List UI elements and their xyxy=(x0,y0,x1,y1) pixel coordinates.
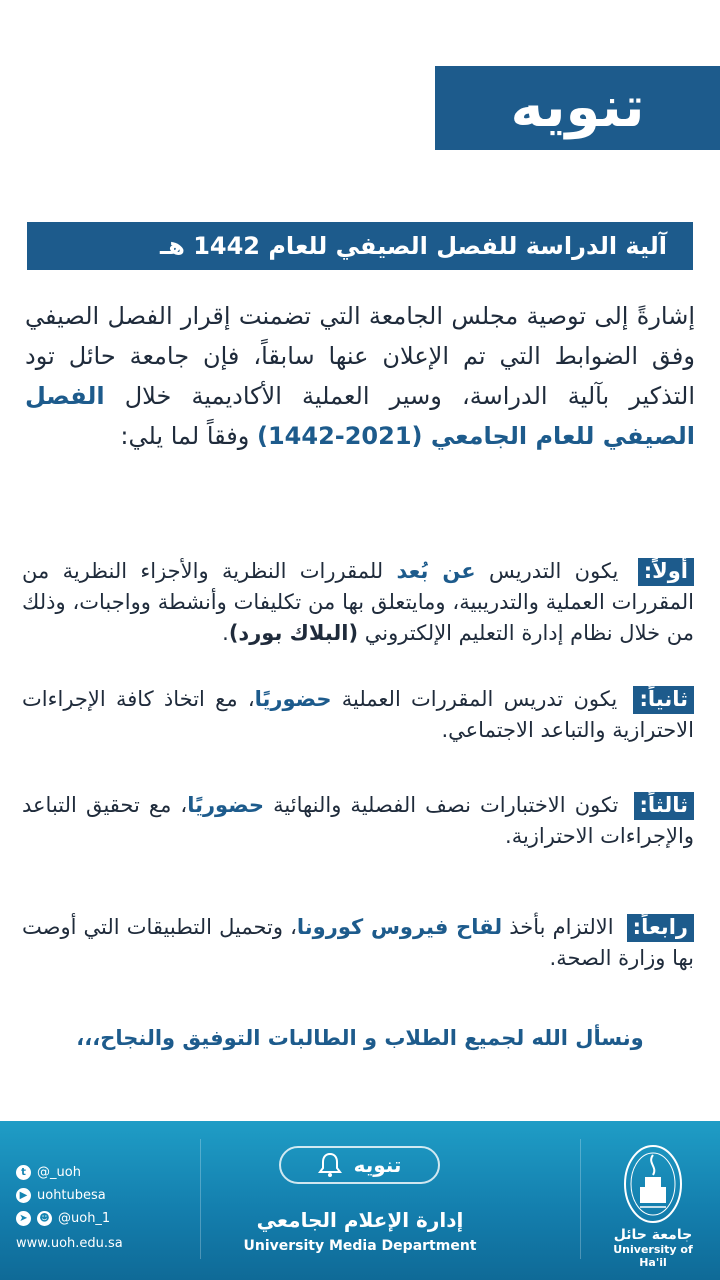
point-first xyxy=(22,556,694,649)
telegram-snapchat-link[interactable] xyxy=(16,1207,166,1230)
twitter-icon: t xyxy=(16,1165,31,1180)
bell-icon xyxy=(318,1152,342,1178)
subtitle-banner: آلية الدراسة للفصل الصيفي للعام 1442 هـ xyxy=(27,222,693,270)
youtube-icon: ▶ xyxy=(16,1188,31,1203)
intro-paragraph xyxy=(25,296,695,456)
point-text: تكون الاختبارات نصف الفصلية والنهائية xyxy=(264,793,628,817)
closing-text: ونسأل الله لجميع الطلاب و الطالبات التوفيق والنجاح،،، xyxy=(76,1026,644,1050)
university-seal-icon xyxy=(622,1143,684,1225)
twitter-handle: @_uoh xyxy=(37,1165,81,1180)
point-text: يكون التدريس xyxy=(475,559,632,583)
logo-name-ar: جامعة حائل xyxy=(613,1227,693,1243)
department-name-ar: إدارة الإعلام الجامعي xyxy=(256,1208,464,1232)
point-end: . xyxy=(222,621,229,645)
logo-name-en: University of Ha'il xyxy=(613,1243,693,1269)
youtube-link[interactable] xyxy=(16,1184,166,1207)
point-third xyxy=(22,790,694,852)
point-label: رابعاً: xyxy=(627,914,694,942)
footer-divider xyxy=(200,1139,201,1259)
point-second xyxy=(22,684,694,746)
point-highlight: حضوريًا xyxy=(254,687,332,711)
point-highlight: لقاح فيروس كورونا xyxy=(296,915,503,939)
point-highlight: حضوريًا xyxy=(187,793,265,817)
point-text: الالتزام بأخذ xyxy=(502,915,621,939)
university-logo xyxy=(598,1143,708,1275)
point-text: للمقررات النظرية والأجزاء النظرية من المقررات العملية والتدريبية، ومايتعلق بها من تكليفات وأنشطة وواجبات، وذلك من خلال نظام إدارة التعليم الإلكتروني xyxy=(22,559,694,645)
intro-text-after: وفقاً لما يلي: xyxy=(120,422,257,450)
point-fourth xyxy=(22,912,694,974)
point-label: ثالثاً: xyxy=(634,792,695,820)
point-bold: (البلاك بورد) xyxy=(228,621,359,645)
badge-label: تنويه xyxy=(353,1153,402,1177)
point-text: ، مع اتخاذ كافة الإجراءات الاحترازية والتباعد الاجتماعي. xyxy=(22,687,694,742)
website-url: www.uoh.edu.sa xyxy=(16,1236,123,1251)
footer xyxy=(0,1121,720,1280)
point-text: ، مع تحقيق التباعد والإجراءات الاحترازية. xyxy=(22,793,694,848)
twitter-link[interactable] xyxy=(16,1161,166,1184)
page-title: تنويه xyxy=(435,66,720,150)
social-links xyxy=(16,1161,166,1255)
telegram-icon: ➤ xyxy=(16,1211,31,1226)
point-text: يكون تدريس المقررات العملية xyxy=(331,687,628,711)
announcement-badge xyxy=(279,1146,440,1184)
footer-divider xyxy=(580,1139,581,1259)
youtube-handle: uohtubesa xyxy=(37,1188,106,1203)
website-link[interactable] xyxy=(16,1232,166,1255)
intro-text-before: إشارةً إلى توصية مجلس الجامعة التي تضمنت إقرار الفصل الصيفي وفق الضوابط التي تم الإعلان عنها سابقاً، فإن جامعة حائل تود التذكير بآلية الدراسة، وسير العملية الأكاديمية خلال xyxy=(25,302,695,410)
point-label: أولاً: xyxy=(638,558,694,586)
telegram-snapchat-handle: @uoh_1 xyxy=(58,1211,111,1226)
point-label: ثانياً: xyxy=(633,686,694,714)
snapchat-icon: ☻ xyxy=(37,1211,52,1226)
point-text: ، وتحميل التطبيقات التي أوصت بها وزارة الصحة. xyxy=(22,915,694,970)
department-name-en: University Media Department xyxy=(243,1238,477,1254)
point-highlight: عن بُعد xyxy=(396,559,476,583)
intro-bold: الفصل الصيفي للعام الجامعي (2021-1442) xyxy=(25,382,695,450)
